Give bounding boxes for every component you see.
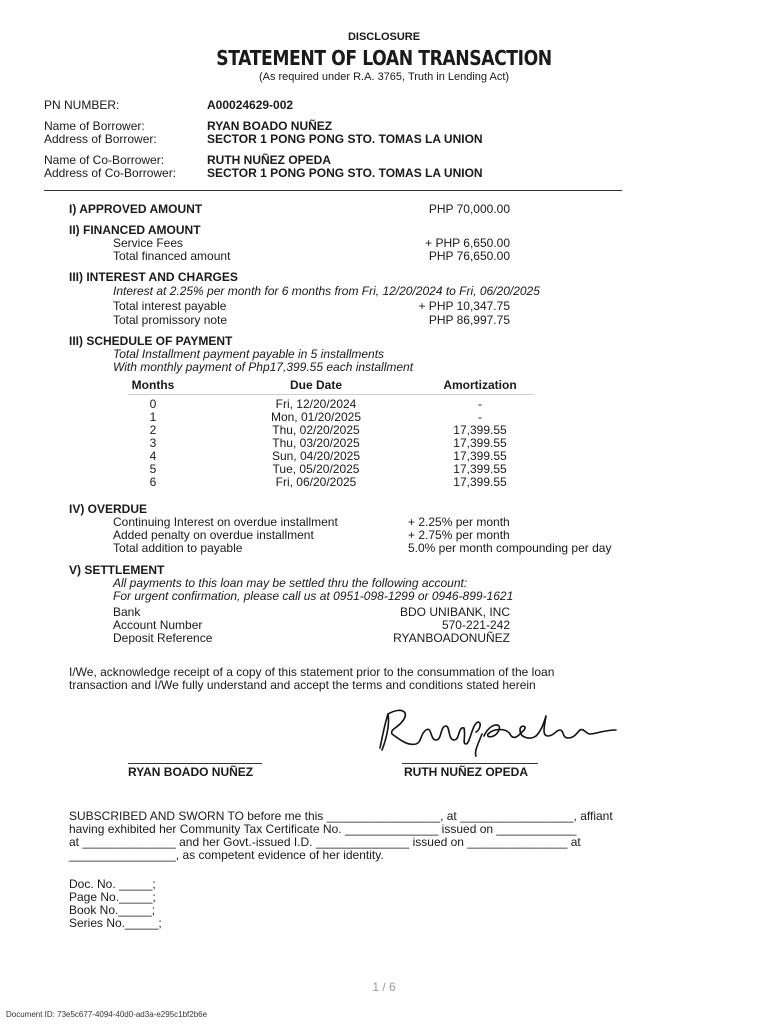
notary-page-no: Page No._____; <box>69 890 156 904</box>
schedule-cell-month: 3 <box>149 436 157 450</box>
borrower-name-value: RYAN BOADO NUÑEZ <box>207 119 333 133</box>
coborrower-signature <box>370 700 620 760</box>
page-subtitle: (As required under R.A. 3765, Truth in Lending Act) <box>258 71 510 83</box>
pn-number-label: PN NUMBER: <box>44 98 120 112</box>
coborrower-address-value: SECTOR 1 PONG PONG STO. TOMAS LA UNION <box>207 166 483 180</box>
schedule-cell-due-date: Mon, 01/20/2025 <box>270 410 362 424</box>
col-header-amortization: Amortization <box>443 378 517 392</box>
schedule-cell-due-date: Fri, 12/20/2024 <box>275 397 357 411</box>
schedule-cell-month: 6 <box>149 475 157 489</box>
account-number-value: 570-221-242 <box>441 618 510 632</box>
schedule-cell-amortization: 17,399.55 <box>453 475 507 489</box>
borrower-signature-name: RYAN BOADO NUÑEZ <box>128 765 254 779</box>
coborrower-name-value: RUTH NUÑEZ OPEDA <box>207 153 332 167</box>
deposit-reference-value: RYANBOADONUÑEZ <box>393 631 510 645</box>
document-id: Document ID: 73e5c677-4094-40d0-ad3a-e295c1bf2b6e <box>6 1010 208 1019</box>
coborrower-signature-line <box>402 763 538 764</box>
schedule-cell-month: 2 <box>149 423 157 437</box>
overdue-total-label: Total addition to payable <box>113 541 243 555</box>
schedule-cell-amortization: 17,399.55 <box>453 436 507 450</box>
notary-book-no: Book No._____; <box>69 903 156 917</box>
schedule-cell-amortization: - <box>478 410 482 424</box>
schedule-cell-amortization: 17,399.55 <box>453 449 507 463</box>
borrower-address-label: Address of Borrower: <box>44 132 157 146</box>
deposit-reference-label: Deposit Reference <box>113 631 213 645</box>
bank-label: Bank <box>113 605 141 619</box>
sworn-line-1: SUBSCRIBED AND SWORN TO before me this _________________, at _________________, affiant <box>69 809 613 823</box>
coborrower-address-label: Address of Co-Borrower: <box>44 166 177 180</box>
service-fees-value: + PHP 6,650.00 <box>425 236 510 250</box>
financed-heading: II) FINANCED AMOUNT <box>69 223 201 237</box>
overdue-penalty-label: Added penalty on overdue installment <box>113 528 314 542</box>
overdue-interest-value: + 2.25% per month <box>408 515 510 529</box>
overdue-total-value: 5.0% per month compounding per day <box>408 541 612 555</box>
page-indicator: 1 / 6 <box>372 980 396 994</box>
sworn-line-3: at ______________ and her Govt.-issued I.D. ______________ issued on _______________ at <box>69 835 581 849</box>
schedule-note-monthly: With monthly payment of Php17,399.55 each installment <box>113 360 414 374</box>
disclosure-label: DISCLOSURE <box>347 31 421 43</box>
schedule-cell-due-date: Thu, 03/20/2025 <box>272 436 360 450</box>
total-financed-value: PHP 76,650.00 <box>428 249 510 263</box>
sworn-line-4: ________________, as competent evidence of her identity. <box>69 848 384 862</box>
page-title: STATEMENT OF LOAN TRANSACTION <box>216 46 552 70</box>
section-divider <box>44 190 622 191</box>
borrower-signature-line <box>128 763 262 764</box>
acknowledgment-line-2: transaction and I/We fully understand and accept the terms and conditions stated herein <box>69 678 536 692</box>
borrower-address-value: SECTOR 1 PONG PONG STO. TOMAS LA UNION <box>207 132 483 146</box>
schedule-cell-due-date: Thu, 02/20/2025 <box>272 423 360 437</box>
coborrower-name-label: Name of Co-Borrower: <box>44 153 165 167</box>
interest-payable-label: Total interest payable <box>113 299 227 313</box>
schedule-cell-due-date: Fri, 06/20/2025 <box>275 475 357 489</box>
notary-series-no: Series No._____; <box>69 916 162 930</box>
approved-heading: I) APPROVED AMOUNT <box>69 202 203 216</box>
borrower-name-label: Name of Borrower: <box>44 119 145 133</box>
interest-note: Interest at 2.25% per month for 6 months from Fri, 12/20/2024 to Fri, 06/20/2025 <box>113 284 540 298</box>
schedule-cell-month: 1 <box>149 410 157 424</box>
overdue-heading: IV) OVERDUE <box>69 502 148 516</box>
coborrower-signature-name: RUTH NUÑEZ OPEDA <box>404 765 529 779</box>
sworn-line-2: having exhibited her Community Tax Certificate No. ______________ issued on ____________ <box>69 822 577 836</box>
schedule-heading: III) SCHEDULE OF PAYMENT <box>69 334 233 348</box>
col-header-due-date: Due Date <box>289 378 342 392</box>
interest-heading: III) INTEREST AND CHARGES <box>69 270 238 284</box>
schedule-cell-amortization: 17,399.55 <box>453 462 507 476</box>
approved-value: PHP 70,000.00 <box>428 202 510 216</box>
schedule-cell-due-date: Sun, 04/20/2025 <box>271 449 361 463</box>
interest-payable-value: + PHP 10,347.75 <box>418 299 510 313</box>
settlement-note-contact: For urgent confirmation, please call us at 0951-098-1299 or 0946-899-1621 <box>113 589 514 603</box>
schedule-cell-due-date: Tue, 05/20/2025 <box>272 462 360 476</box>
schedule-cell-month: 5 <box>149 462 157 476</box>
notary-doc-no: Doc. No. _____; <box>69 877 156 891</box>
account-number-label: Account Number <box>113 618 203 632</box>
settlement-note-account: All payments to this loan may be settled thru the following account: <box>113 576 468 590</box>
schedule-cell-amortization: - <box>478 397 482 411</box>
overdue-penalty-value: + 2.75% per month <box>408 528 510 542</box>
schedule-header-rule <box>128 394 534 395</box>
promissory-note-value: PHP 86,997.75 <box>428 313 510 327</box>
total-financed-label: Total financed amount <box>113 249 231 263</box>
overdue-interest-label: Continuing Interest on overdue installment <box>113 515 338 529</box>
bank-value: BDO UNIBANK, INC <box>399 605 510 619</box>
schedule-cell-amortization: 17,399.55 <box>453 423 507 437</box>
service-fees-label: Service Fees <box>113 236 184 250</box>
schedule-cell-month: 0 <box>149 397 157 411</box>
acknowledgment-line-1: I/We, acknowledge receipt of a copy of this statement prior to the consummation of the loan <box>69 665 555 679</box>
col-header-months: Months <box>131 378 175 392</box>
pn-number-value: A00024629-002 <box>207 98 294 112</box>
schedule-note-installments: Total Installment payment payable in 5 installments <box>113 347 385 361</box>
settlement-heading: V) SETTLEMENT <box>69 563 165 577</box>
schedule-cell-month: 4 <box>149 449 157 463</box>
promissory-note-label: Total promissory note <box>113 313 228 327</box>
